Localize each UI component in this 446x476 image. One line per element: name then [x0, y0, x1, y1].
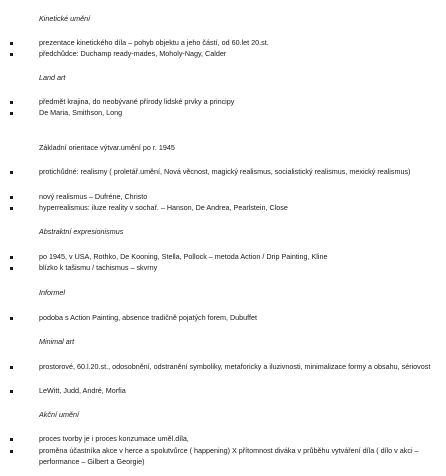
- section-heading-informel: Informel: [39, 288, 65, 297]
- bullet-icon: [10, 207, 13, 210]
- bullet-icon: [10, 438, 13, 441]
- list-item-text: protichůdné: realismy ( proletář.umění, Nová věcnost, magický realismus, socialistický realismus, mexický realismus): [39, 167, 411, 176]
- bullet-icon: [10, 256, 13, 259]
- list-item-text: podoba s Action Painting, absence tradičně pojatých forem, Dubuffet: [39, 313, 258, 322]
- section-heading-akcni-umeni: Akční umění: [39, 410, 79, 419]
- bullet-icon: [10, 366, 13, 369]
- bullet-icon: [10, 53, 13, 56]
- list-item-text: po 1945, v USA, Rothko, De Kooning, Stella, Pollock – metoda Action / Drip Painting, Kline: [39, 252, 328, 261]
- bullet-icon: [10, 101, 13, 104]
- section-heading-abstraktni-expresionismus: Abstraktní expresionismus: [39, 227, 124, 236]
- section-heading-minimal-art: Minimal art: [39, 337, 75, 346]
- bullet-icon: [10, 267, 13, 270]
- list-item-text: LeWitt, Judd, André, Morfia: [39, 386, 126, 395]
- list-item-text: De Maria, Smithson, Long: [39, 108, 123, 117]
- bullet-icon: [10, 390, 13, 393]
- list-item-text: předchůdce: Duchamp ready-mades, Moholy-Nagy, Calder: [39, 49, 227, 58]
- list-item-text: nový realismus – Dufréne, Christo: [39, 192, 148, 201]
- bullet-icon: [10, 450, 13, 453]
- list-item-text: předmět krajina, do neobývané přírody lidské prvky a principy: [39, 97, 235, 106]
- bullet-icon: [10, 317, 13, 320]
- section-heading-land-art: Land art: [39, 73, 66, 82]
- list-item-text: hyperrealismus: iluze reality v sochař. – Hanson, De Andrea, Pearlstein, Close: [39, 203, 288, 212]
- bullet-icon: [10, 42, 13, 45]
- list-item-text: proměna účastníka akce v herce a spolutvůrce ( happening) X přítomnost diváka v průběhu vytváření díla ( dílo v akci – performance – Gilbert a Georgie): [39, 446, 419, 466]
- bullet-icon: [10, 196, 13, 199]
- list-item-text: blízko k tašismu / tachismus – skvrny: [39, 263, 158, 272]
- bullet-icon: [10, 171, 13, 174]
- bullet-icon: [10, 112, 13, 115]
- list-item-text: prostorové, 60.l.20.st., odosobnění, odstranění symboliky, metaforicky a iluzivnosti, minimalizace formy a obsahu, sériovost: [39, 362, 431, 371]
- section-heading-zakladni-orientace: Základní orientace výtvar.umění po r. 1945: [39, 143, 175, 152]
- list-item-text: proces tvorby je i proces konzumace uměl.díla,: [39, 434, 189, 443]
- list-item-text: prezentace kinetického díla – pohyb objektu a jeho částí, od 60.let 20.st.: [39, 38, 269, 47]
- section-heading-kineticke-umeni: Kinetické umění: [39, 14, 91, 23]
